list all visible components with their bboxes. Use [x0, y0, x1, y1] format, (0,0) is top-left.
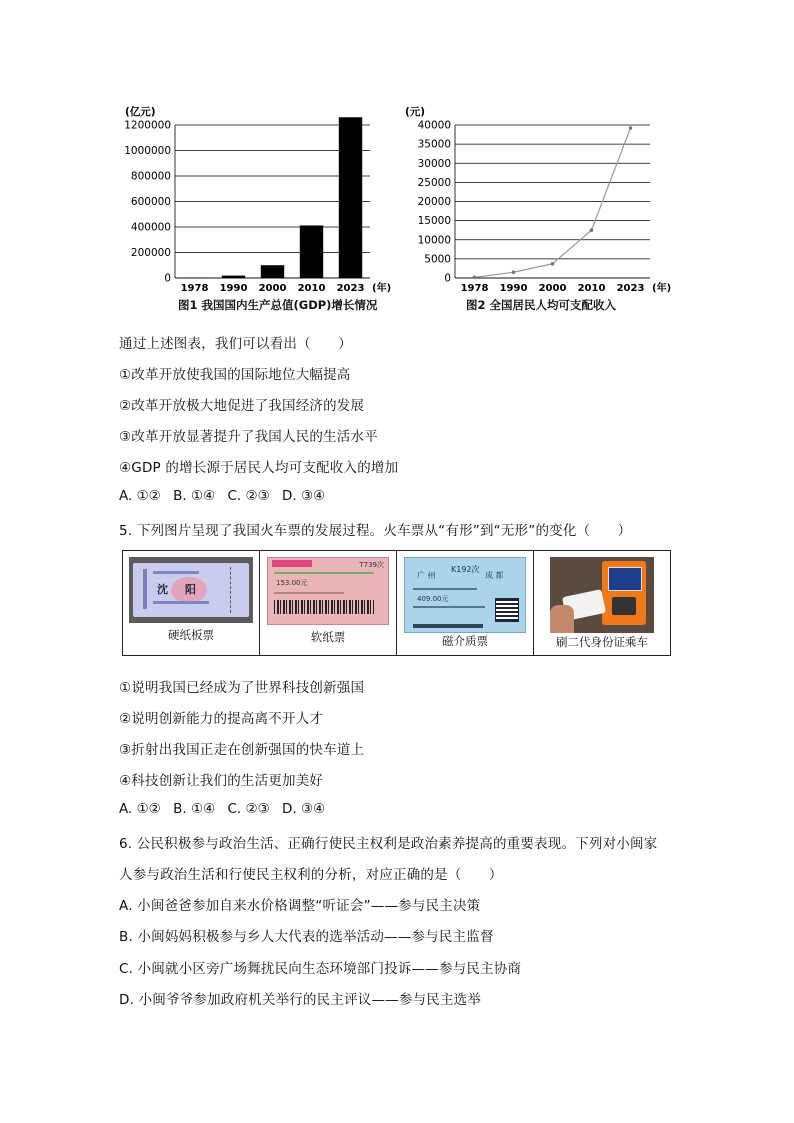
- y-tick-label: 20000: [417, 196, 451, 208]
- point-1978: [473, 276, 477, 280]
- gdp-bar-chart-svg: [120, 100, 390, 300]
- q4-item-1: ①改革开放使我国的国际地位大幅提高: [119, 367, 351, 383]
- soft-ticket-image: [267, 557, 389, 625]
- q6-option-d[interactable]: D. 小闽爷爷参加政府机关举行的民主评议——参与民主选举: [119, 992, 482, 1008]
- y-tick-label: 400000: [130, 221, 171, 234]
- magnetic-ticket-text-2: K192次: [451, 565, 480, 574]
- q5-option-d[interactable]: D. ③④: [281, 801, 326, 817]
- y-tick-label: 40000: [417, 119, 451, 132]
- q5-item-4: ④科技创新让我们的生活更加美好: [119, 773, 324, 789]
- q5-option-b[interactable]: B. ①④: [173, 801, 216, 817]
- x-tick-label: 2023: [336, 283, 365, 294]
- income-line-chart-svg: [400, 100, 670, 300]
- x-unit-label: (年): [652, 283, 672, 294]
- ticket-cell-idcard: [534, 551, 671, 656]
- q5-item-1: ①说明我国已经成为了世界科技创新强国: [119, 680, 365, 696]
- q4-item-3: ③改革开放显著提升了我国人民的生活水平: [119, 429, 378, 445]
- ticket-image-table: [122, 550, 671, 656]
- y-unit-label: (元): [405, 106, 426, 118]
- ticket-cell-magnetic: [397, 551, 534, 656]
- y-tick-label: 0: [164, 272, 171, 285]
- ticket-cell-hard: [123, 551, 260, 656]
- q4-stem: 通过上述图表，我们可以看出（ ）: [119, 336, 352, 352]
- y-tick-label: 1000000: [124, 145, 171, 157]
- y-tick-label: 0: [444, 272, 451, 285]
- hard-ticket-text-2: 阳: [185, 583, 196, 596]
- x-tick-label: 2023: [616, 283, 645, 294]
- soft-ticket-label: 软纸票: [310, 630, 346, 644]
- bar-2023: [339, 117, 362, 278]
- q5-option-c[interactable]: C. ②③: [227, 801, 270, 817]
- q5-options: [119, 801, 333, 817]
- y-tick-label: 15000: [417, 215, 451, 228]
- q4-item-2: ②改革开放极大地促进了我国经济的发展: [119, 398, 365, 414]
- magnetic-ticket-label: 磁介质票: [442, 634, 488, 648]
- y-tick-label: 600000: [130, 196, 171, 208]
- x-tick-label: 2010: [577, 283, 606, 294]
- y-tick-label: 800000: [130, 170, 171, 183]
- id-card-gate-image: [550, 557, 654, 633]
- x-tick-label: 2000: [258, 283, 287, 294]
- id-card-label: 刷二代身份证乘车: [556, 635, 648, 649]
- x-tick-label: 2000: [538, 283, 567, 294]
- hard-ticket-label: 硬纸板票: [168, 628, 214, 642]
- q5-stem: 5. 下列图片呈现了我国火车票的发展过程。火车票从“有形”到“无形”的变化（ ）: [119, 523, 632, 539]
- soft-ticket-text-1: T739次: [359, 561, 384, 569]
- bar-2010: [300, 225, 323, 278]
- point-2010: [590, 228, 594, 232]
- q4-option-b[interactable]: B. ①④: [173, 488, 216, 504]
- income-chart-caption: 图2 全国居民人均可支配收入: [466, 298, 617, 312]
- y-tick-label: 30000: [417, 157, 451, 170]
- q4-options: [119, 488, 333, 504]
- x-tick-label: 1990: [499, 283, 528, 294]
- x-tick-label: 1978: [180, 283, 209, 294]
- soft-ticket-text-2: 153.00元: [276, 579, 308, 587]
- y-tick-label: 25000: [417, 176, 451, 189]
- income-line-chart: [400, 100, 670, 300]
- q5-option-a[interactable]: A. ①②: [119, 801, 161, 817]
- q6-option-c[interactable]: C. 小闽就小区旁广场舞扰民向生态环境部门投诉——参与民主协商: [119, 961, 522, 977]
- x-unit-label: (年): [372, 283, 392, 294]
- x-tick-label: 2010: [297, 283, 326, 294]
- magnetic-ticket-image: [404, 557, 526, 633]
- y-tick-label: 35000: [417, 138, 451, 151]
- ticket-cell-soft: [260, 551, 397, 656]
- point-1990: [512, 270, 516, 274]
- magnetic-ticket-text-3: 成 都: [485, 571, 504, 580]
- q5-item-3: ③折射出我国正走在创新强国的快车道上: [119, 742, 365, 758]
- q6-stem-line-2: 人参与政治生活和行使民主权利的分析，对应正确的是（ ）: [119, 867, 503, 883]
- hard-ticket-image: [129, 557, 253, 623]
- hard-ticket-text-1: 沈: [157, 583, 168, 596]
- y-tick-label: 5000: [424, 253, 451, 266]
- x-tick-label: 1978: [460, 283, 489, 294]
- gdp-bar-chart: [120, 100, 390, 300]
- q4-option-c[interactable]: C. ②③: [227, 488, 270, 504]
- point-2000: [551, 262, 555, 266]
- q6-option-a[interactable]: A. 小闽爸爸参加自来水价格调整“听证会”——参与民主决策: [119, 898, 481, 914]
- q5-item-2: ②说明创新能力的提高离不开人才: [119, 711, 324, 727]
- y-tick-label: 200000: [130, 247, 171, 259]
- q4-item-4: ④GDP 的增长源于居民人均可支配收入的增加: [119, 460, 399, 476]
- y-tick-label: 10000: [417, 234, 451, 247]
- y-unit-label: (亿元): [125, 106, 156, 118]
- q6-stem-line-1: 6. 公民积极参与政治生活、正确行使民主权利是政治素养提高的重要表现。下列对小闽家: [119, 836, 658, 852]
- gdp-chart-caption: 图1 我国国内生产总值(GDP)增长情况: [178, 298, 378, 312]
- magnetic-ticket-text-1: 广 州: [417, 571, 436, 580]
- y-tick-label: 1200000: [124, 119, 171, 132]
- x-tick-label: 1990: [219, 283, 248, 294]
- magnetic-ticket-text-4: 409.00元: [417, 595, 449, 603]
- bar-1990: [222, 276, 245, 278]
- series-line: [475, 128, 631, 277]
- bar-2000: [261, 265, 284, 278]
- point-2023: [629, 126, 633, 130]
- q6-option-b[interactable]: B. 小闽妈妈积极参与乡人大代表的选举活动——参与民主监督: [119, 929, 494, 945]
- q4-option-d[interactable]: D. ③④: [281, 488, 326, 504]
- q4-option-a[interactable]: A. ①②: [119, 488, 161, 504]
